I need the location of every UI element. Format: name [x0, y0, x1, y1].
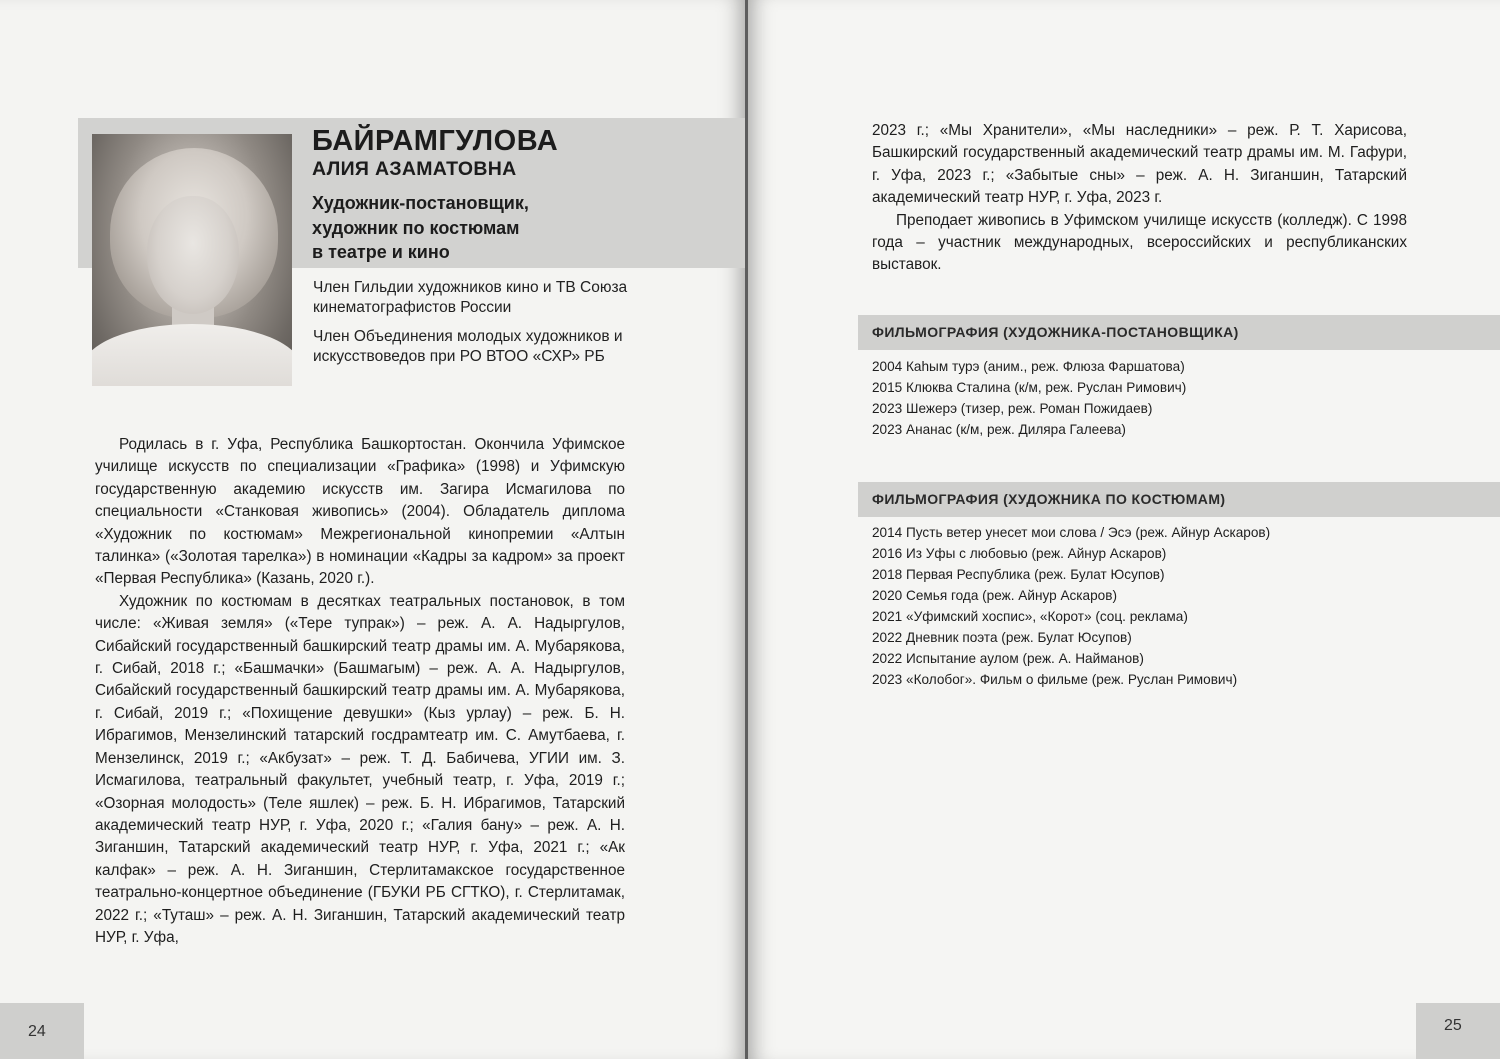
- section-title: ФИЛЬМОГРАФИЯ (ХУДОЖНИКА-ПОСТАНОВЩИКА): [872, 324, 1239, 340]
- bio-paragraph: Родилась в г. Уфа, Республика Башкортостан. Окончила Уфимское училище искусств по специализации «Графика» (1998) и Уфимскую государственную академию искусств им. Загира Исмагилова по специальности «Станковая живопись» (2004). Обладатель диплома «Художник по костюмам» Межрегиональной кинопремии «Алтын талинка» («Золотая тарелка») в номинации «Кадры за кадром» за проект «Первая Республика» (Казань, 2020 г.).: [95, 436, 625, 588]
- page-number: 25: [1444, 1017, 1462, 1034]
- list-item: 2016 Из Уфы с любовью (реж. Айнур Аскаров): [872, 546, 1167, 561]
- left-page: [0, 0, 745, 1059]
- teaching-paragraph: Преподает живопись в Уфимском училище искусств (колледж). С 1998 года – участник международных, всероссийских и республиканских выставок.: [872, 211, 1407, 274]
- given-names: АЛИЯ АЗАМАТОВНА: [312, 158, 517, 180]
- role-line: в театре и кино: [312, 242, 450, 262]
- surname: БАЙРАМГУЛОВА: [312, 125, 559, 157]
- page-number: 24: [28, 1023, 46, 1040]
- list-item: 2022 Испытание аулом (реж. А. Найманов): [872, 651, 1144, 666]
- continuation-paragraph: 2023 г.; «Мы Хранители», «Мы наследники» – реж. Р. Т. Харисова, Башкирский государственный академический театр драмы им. М. Гафури, г. Уфа, 2023 г.; «Забытые сны» – реж. А. Н. Зиганшин, Татарский академический театр НУР, г. Уфа, 2023 г.: [872, 122, 1407, 207]
- role-title: [312, 191, 642, 265]
- right-page: [748, 0, 1500, 1059]
- biography: [95, 434, 625, 949]
- filmography-costume-list: [872, 522, 1270, 690]
- list-item: 2014 Пусть ветер унесет мои слова / Эсэ (реж. Айнур Аскаров): [872, 525, 1271, 540]
- page-number-box: [1416, 1003, 1500, 1059]
- list-item: 2021 «Уфимский хоспис», «Корот» (соц. реклама): [872, 609, 1188, 624]
- filmography-designer-header: [858, 315, 1500, 350]
- list-item: 2004 Каһым турэ (аним., реж. Флюза Фаршатова): [872, 359, 1185, 374]
- membership-association: Член Объединения молодых художников и искусствоведов при РО ВТОО «СХР» РБ: [313, 328, 623, 365]
- continuation-text: [872, 120, 1407, 277]
- list-item: 2022 Дневник поэта (реж. Булат Юсупов): [872, 630, 1132, 645]
- role-line: Художник-постановщик,: [312, 193, 529, 213]
- list-item: 2023 «Колобог». Фильм о фильме (реж. Руслан Римович): [872, 672, 1238, 687]
- list-item: 2018 Первая Республика (реж. Булат Юсупов): [872, 567, 1165, 582]
- portrait-photo: [92, 134, 292, 386]
- role-line: художник по костюмам: [312, 217, 520, 238]
- list-item: 2020 Семья года (реж. Айнур Аскаров): [872, 588, 1117, 603]
- filmography-designer-list: [872, 356, 1186, 440]
- page-number-box: [0, 1003, 84, 1059]
- list-item: 2015 Клюква Сталина (к/м, реж. Руслан Римович): [872, 380, 1187, 395]
- list-item: 2023 Ананас (к/м, реж. Диляра Галеева): [872, 422, 1126, 437]
- list-item: 2023 Шежерэ (тизер, реж. Роман Пожидаев): [872, 401, 1153, 416]
- membership-guild: Член Гильдии художников кино и ТВ Союза кинематографистов России: [313, 279, 628, 316]
- section-title: ФИЛЬМОГРАФИЯ (ХУДОЖНИКА ПО КОСТЮМАМ): [872, 491, 1226, 507]
- bio-paragraph: Художник по костюмам в десятках театральных постановок, в том числе: «Живая земля» («Тере тупрак») – реж. А. А. Надыргулов, Сибайский государственный башкирский театр драмы им. А. Мубарякова, г. Сибай, 2018 г.; «Башмачки» (Башмагым) – реж. А. А. Надыргулов, Сибайский государственный башкирский театр драмы им. А. Мубарякова, г. Сибай, 2019 г.; «Похищение девушки» (Кыз урлау) – реж. Б. Н. Ибрагимов, Мензелинский татарский госдрамтеатр им. С. Амутбаева, г. Мензелинск, 2019 г.; «Акбузат» – реж. Т. Д. Бабичева, УГИИ им. З. Исмагилова, театральный факультет, учебный театр, г. Уфа, 2019 г.; «Озорная молодость» (Теле яшлек) – реж. Б. Н. Ибрагимов, Татарский академический театр НУР, г. Уфа, 2020 г.; «Галия бану» – реж. А. Н. Зиганшин, Татарский академический театр НУР, г. Уфа, 2021 г.; «Ак калфак» – реж. А. Н. Зиганшин, Стерлитамакское государственное театрально-концертное объединение (ГБУКИ РБ СГТКО), г. Стерлитамак, 2022 г.; «Туташ» – реж. А. Н. Зиганшин, Татарский академический театр НУР, г. Уфа,: [95, 592, 625, 946]
- filmography-costume-header: [858, 482, 1500, 517]
